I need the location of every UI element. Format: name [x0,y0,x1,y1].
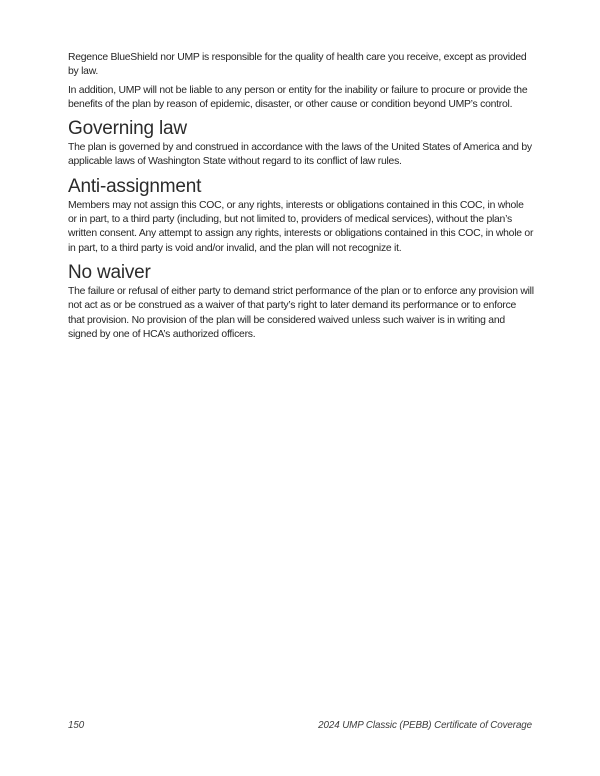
section-heading-governing-law: Governing law [68,118,187,140]
page-number: 150 [68,720,85,731]
section-heading-no-waiver: No waiver [68,261,151,283]
footer-document-title: 2024 UMP Classic (PEBB) Certificate of Coverage [318,720,532,731]
page-footer [68,720,532,731]
intro-paragraph: In addition, UMP will not be liable to any person or entity for the inability or failure to procure or provide the benefits of the plan by reason of epidemic, disaster, or other cause or condition beyond UMP’s control. [68,84,528,110]
section-heading-anti-assignment: Anti-assignment [68,175,202,197]
page-content [68,51,534,346]
section-paragraph-governing-law: The plan is governed by and construed in accordance with the laws of the United States of America and by applicable laws of Washington State without regard to its conflict of law rules. [68,142,532,168]
intro-paragraph: Regence BlueShield nor UMP is responsible for the quality of health care you receive, except as provided by law. [68,52,527,78]
section-paragraph-no-waiver: The failure or refusal of either party to demand strict performance of the plan or to enforce any provision will not act as or be construed as a waiver of that party’s right to later demand its performance or to enforce that provision. No provision of the plan will be considered waived unless such waiver is in writing and signed by one of HCA’s authorized officers. [68,285,534,340]
section-paragraph-anti-assignment: Members may not assign this COC, or any rights, interests or obligations contained in this COC, in whole or in part, to a third party (including, but not limited to, providers of medical services), without the plan’s written consent. Any attempt to assign any rights, interests or obligations contained in this COC, in whole or in part, to a third party is void and/or invalid, and the plan will not recognize it. [68,199,534,254]
